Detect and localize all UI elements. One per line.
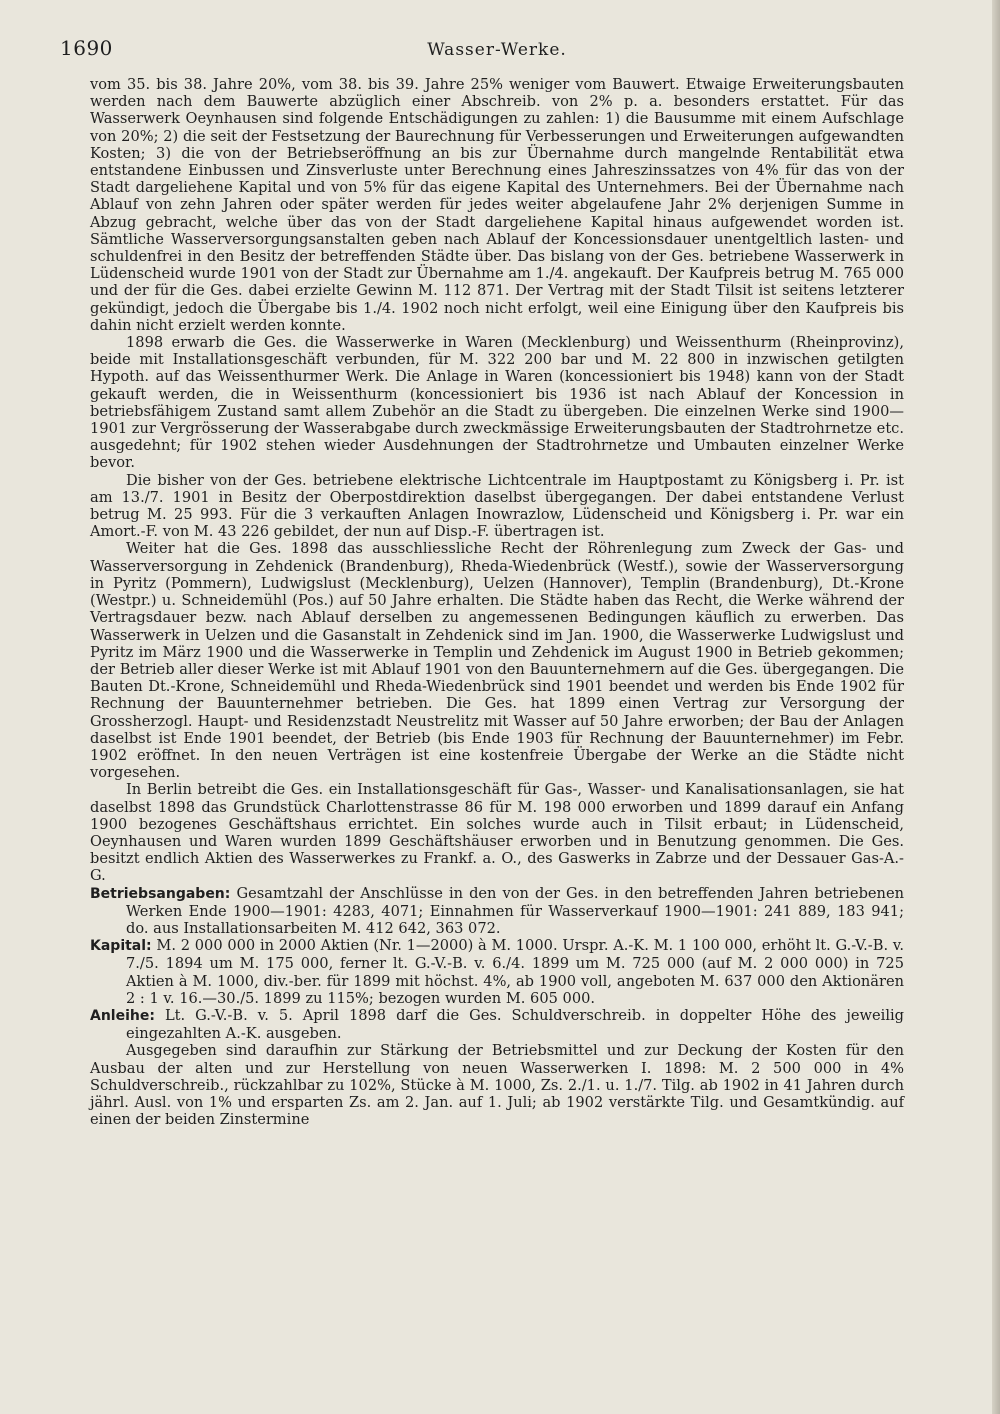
entry-label-betriebsangaben: Betriebsangaben: — [90, 885, 231, 902]
entry-anleihe — [90, 1007, 904, 1042]
page-header — [60, 32, 904, 76]
running-title: Wasser-Werke. — [427, 40, 567, 60]
entry-label-anleihe: Anleihe: — [90, 1007, 155, 1024]
entry-kapital — [90, 937, 904, 1007]
body-text — [90, 76, 904, 1128]
paragraph-koenigsberg: Die bisher von der Ges. betriebene elektrische Lichtcentrale im Hauptpostamt zu Königsberg i. Pr. ist am 13./7. 1901 in Besitz der Oberpostdirektion daselbst übergegangen. Der dabei entstandene Verlust betrug M. 25 993. Für die 3 verkauften Anlagen Inowrazlow, Lüdenscheid und Königsberg i. Pr. war ein Amort.-F. von M. 43 226 gebildet, der nun auf Disp.-F. übertragen ist. — [90, 471, 904, 541]
entry-text-kapital: M. 2 000 000 in 2000 Aktien (Nr. 1—2000) à M. 1000. Urspr. A.-K. M. 1 100 000, erhöht lt. G.-V.-B. v. 7./5. 1894 um M. 175 000, ferner lt. G.-V.-B. v. 6./4. 1899 um M. 725 000 (auf M. 2 000 000) in 725 Aktien à M. 1000, div.-ber. für 1899 mit höchst. 4%, ab 1900 voll, angeboten M. 637 000 den Aktionären 2 : 1 v. 16.—30./5. 1899 zu 115%; bezogen wurden M. 605 000. — [126, 937, 904, 1007]
paragraph-ausgegeben: Ausgegeben sind daraufhin zur Stärkung der Betriebsmittel und zur Deckung der Kosten für den Ausbau der alten und zur Herstellung von neuen Wasserwerken I. 1898: M. 2 500 000 in 4% Schuldverschreib., rückzahlbar zu 102%, Stücke à M. 1000, Zs. 2./1. u. 1./7. Tilg. ab 1902 in 41 Jahren durch jährl. Ausl. von 1% und ersparten Zs. am 2. Jan. auf 1. Juli; ab 1902 verstärkte Tilg. und Gesamtkündig. auf einen der beiden Zinstermine — [90, 1042, 904, 1129]
entry-betriebsangaben — [90, 885, 904, 938]
page-edge-shadow — [992, 0, 1000, 1414]
paragraph-waren-weissenthurm: 1898 erwarb die Ges. die Wasserwerke in Waren (Mecklenburg) und Weissenthurm (Rheinprovinz), beide mit Installationsgeschäft verbunden, für M. 322 200 bar und M. 22 800 in inzwischen getilgten Hypoth. auf das Weissenthurmer Werk. Die Anlage in Waren (koncessioniert bis 1948) kann von der Stadt gekauft werden, die in Weissenthurm (koncessioniert bis 1936 ist nach Ablauf der Koncession in betriebsfähigem Zustand samt allem Zubehör an die Stadt zu übergeben. Die einzelnen Werke sind 1900—1901 zur Vergrösserung der Wasserabgabe durch zweckmässige Erweiterungsbauten der Stadtrohrnetze etc. ausgedehnt; für 1902 stehen wieder Ausdehnungen der Stadtrohrnetze und Umbauten einzelner Werke bevor. — [90, 334, 904, 472]
paragraph-roehrenlegung: Weiter hat die Ges. 1898 das ausschliessliche Recht der Röhrenlegung zum Zweck der Gas- und Wasserversorgung in Zehdenick (Brandenburg), Rheda-Wiedenbrück (Westf.), sowie der Wasserversorgung in Pyritz (Pommern), Ludwigslust (Mecklenburg), Uelzen (Hannover), Templin (Brandenburg), Dt.-Krone (Westpr.) u. Schneidemühl (Pos.) auf 50 Jahre erhalten. Die Städte haben das Recht, die Werke während der Vertragsdauer bezw. nach Ablauf derselben zu angemessenen Bedingungen käuflich zu erwerben. Das Wasserwerk in Uelzen und die Gasanstalt in Zehdenick sind im Jan. 1900, die Wasserwerke Ludwigslust und Pyritz im März 1900 und die Wasserwerke in Templin und Zehdenick im August 1900 in Betrieb gekommen; der Betrieb aller dieser Werke ist mit Ablauf 1901 von den Bauunternehmern auf die Ges. übergegangen. Die Bauten Dt.-Krone, Schneidemühl und Rheda-Wiedenbrück sind 1901 beendet und werden bis Ende 1902 für Rechnung der Bauunternehmer betrieben. Die Ges. hat 1899 einen Vertrag zur Versorgung der Grossherzogl. Haupt- und Residenzstadt Neustrelitz mit Wasser auf 50 Jahre erworben; der Bau der Anlagen daselbst ist Ende 1901 beendet, der Betrieb (bis Ende 1903 für Rechnung der Bauunternehmer) im Febr. 1902 eröffnet. In den neuen Verträgen ist eine kostenfreie Übergabe der Werke an die Städte nicht vorgesehen. — [90, 540, 904, 782]
paragraph-berlin: In Berlin betreibt die Ges. ein Installationsgeschäft für Gas-, Wasser- und Kanalisationsanlagen, sie hat daselbst 1898 das Grundstück Charlottenstrasse 86 für M. 198 000 erworben und 1899 darauf ein Anfang 1900 bezogenes Geschäftshaus errichtet. Ein solches wurde auch in Tilsit erbaut; in Lüdenscheid, Oeynhausen und Waren wurden 1899 Geschäftshäuser erworben und in Benutzung genommen. Die Ges. besitzt endlich Aktien des Wasserwerkes zu Frankf. a. O., des Gaswerks in Zabrze und der Dessauer Gas-A.-G. — [90, 781, 904, 885]
page-number: 1690 — [60, 36, 113, 60]
entry-text-betriebsangaben: Gesamtzahl der Anschlüsse in den von der Ges. in den betreffenden Jahren betriebenen Werken Ende 1900—1901: 4283, 4071; Einnahmen für Wasserverkauf 1900—1901: 241 889, 183 941; do. aus Installationsarbeiten M. 412 642, 363 072. — [126, 884, 904, 937]
entry-text-anleihe: Lt. G.-V.-B. v. 5. April 1898 darf die Ges. Schuldverschreib. in doppelter Höhe des jeweilig eingezahlten A.-K. ausgeben. — [126, 1006, 904, 1043]
paragraph-continued: vom 35. bis 38. Jahre 20%, vom 38. bis 39. Jahre 25% weniger vom Bauwert. Etwaige Erweiterungsbauten werden nach dem Bauwerte abzüglich einer Abschreib. von 2% p. a. besonders erstattet. Für das Wasserwerk Oeynhausen sind folgende Entschädigungen zu zahlen: 1) die Bausumme mit einem Aufschlage von 20%; 2) die seit der Festsetzung der Baurechnung für Verbesserungen und Erweiterungen aufgewandten Kosten; 3) die von der Betriebseröffnung an bis zur Übernahme durch mangelnde Rentabilität etwa entstandene Einbussen und Zinsverluste unter Berechnung eines Jahreszinssatzes von 4% für das von der Stadt dargeliehene Kapital und von 5% für das eigene Kapital des Unternehmers. Bei der Übernahme nach Ablauf von zehn Jahren oder später werden für jedes weiter abgelaufene Jahr 2% derjenigen Summe in Abzug gebracht, welche über das von der Stadt dargeliehene Kapital hinaus aufgewendet worden ist. Sämtliche Wasserversorgungsanstalten geben nach Ablauf der Koncessionsdauer unentgeltlich lasten- und schuldenfrei in den Besitz der betreffenden Städte über. Das bislang von der Ges. betriebene Wasserwerk in Lüdenscheid wurde 1901 von der Stadt zur Übernahme am 1./4. angekauft. Der Kaufpreis betrug M. 765 000 und der für die Ges. dabei erzielte Gewinn M. 112 871. Der Vertrag mit der Stadt Tilsit ist seitens letzterer gekündigt, jedoch die Übergabe bis 1./4. 1902 noch nicht erfolgt, weil eine Einigung über den Kaufpreis bis dahin nicht erzielt werden konnte. — [90, 76, 904, 334]
entry-label-kapital: Kapital: — [90, 938, 152, 955]
